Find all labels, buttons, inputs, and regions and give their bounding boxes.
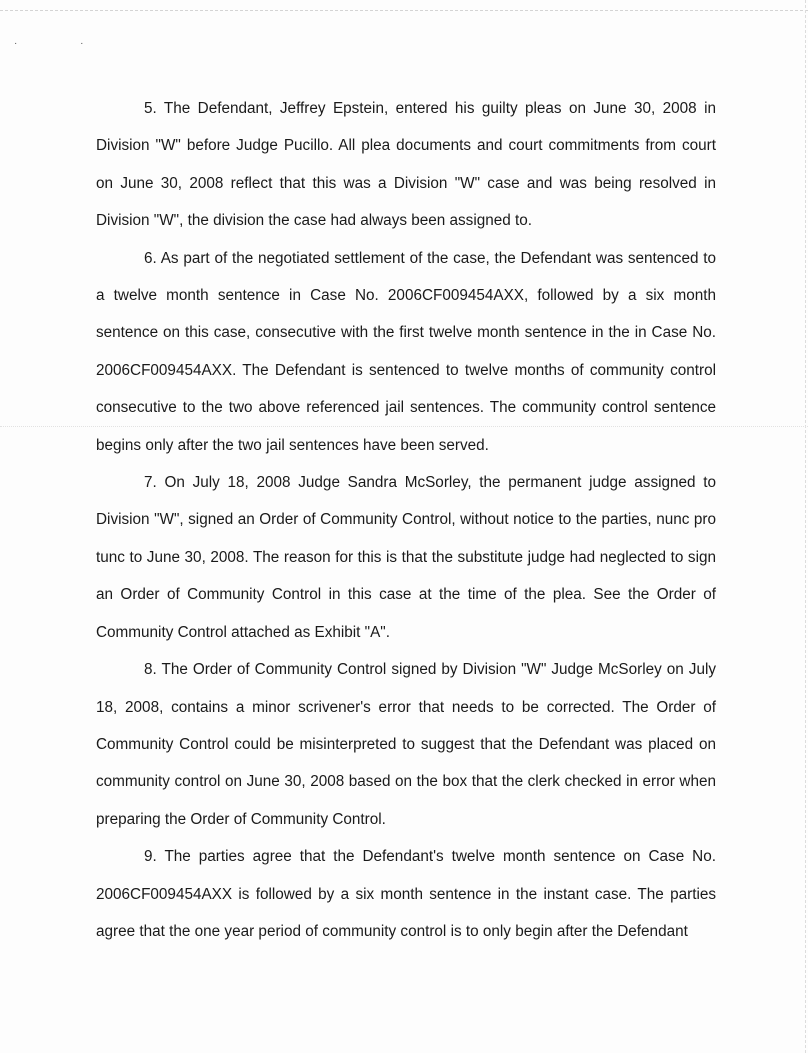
scan-artifact-dots: · · [14, 38, 114, 49]
scan-artifact-right-edge [805, 0, 806, 1053]
paragraph-6: 6. As part of the negotiated settlement of the case, the Defendant was sentenced to a twelve month sentence in Case No. 2006CF009454AXX, followed by a six month sentence on this case, consecutive with the first twelve month sentence in the in Case No. 2006CF009454AXX. The Defendant is sentenced to twelve months of community control consecutive to the two above referenced jail sentences. The community control sentence begins only after the two jail sentences have been served. [96, 249, 716, 454]
paragraph-9: 9. The parties agree that the Defendant's twelve month sentence on Case No. 2006CF009454AXX is followed by a six month sentence in the instant case. The parties agree that the one year period of community control is to only begin after the Defendant [96, 848, 716, 940]
document-body [96, 90, 716, 950]
scan-artifact-top-line [0, 10, 808, 11]
paragraph-8: 8. The Order of Community Control signed by Division "W" Judge McSorley on July 18, 2008, contains a minor scrivener's error that needs to be corrected. The Order of Community Control could be misinterpreted to suggest that the Defendant was placed on community control on June 30, 2008 based on the box that the clerk checked in error when preparing the Order of Community Control. [96, 661, 716, 828]
paragraph-5: 5. The Defendant, Jeffrey Epstein, entered his guilty pleas on June 30, 2008 in Division "W" before Judge Pucillo. All plea documents and court commitments from court on June 30, 2008 reflect that this was a Division "W" case and was being resolved in Division "W", the division the case had always been assigned to. [96, 100, 716, 230]
paragraph-7: 7. On July 18, 2008 Judge Sandra McSorley, the permanent judge assigned to Division "W", signed an Order of Community Control, without notice to the parties, nunc pro tunc to June 30, 2008. The reason for this is that the substitute judge had neglected to sign an Order of Community Control in this case at the time of the plea. See the Order of Community Control attached as Exhibit "A". [96, 474, 716, 641]
